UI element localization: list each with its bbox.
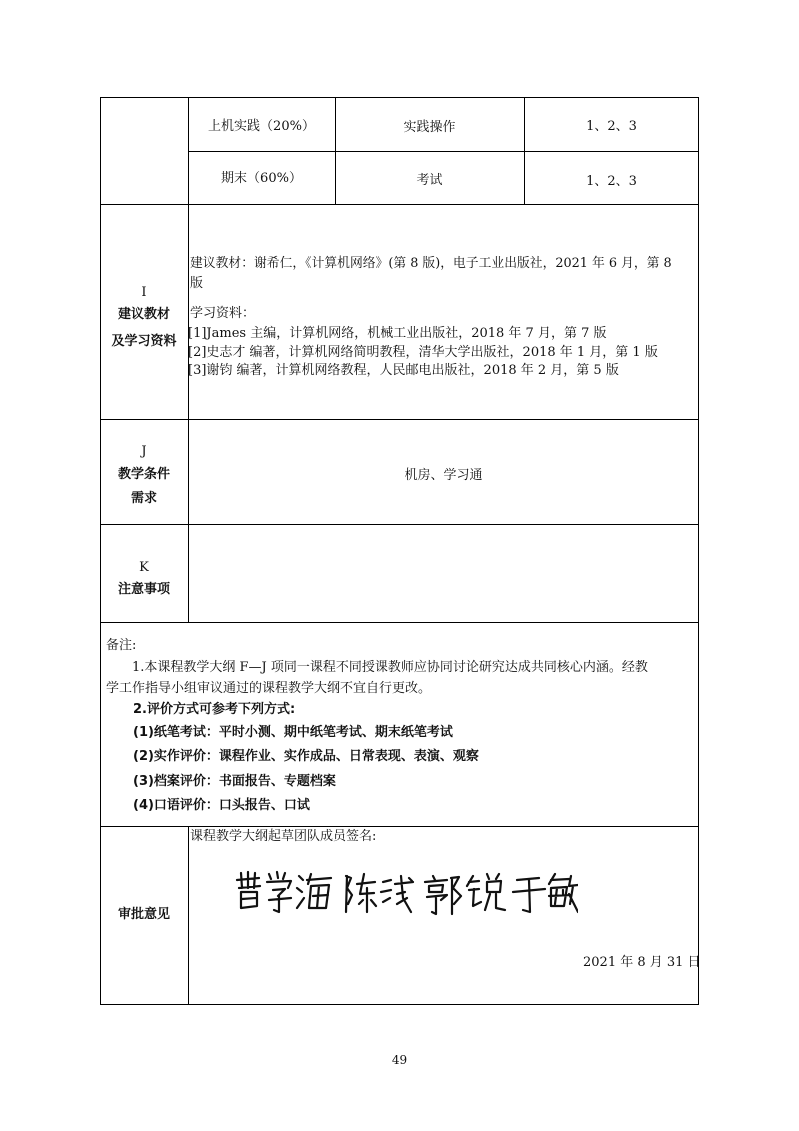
approval-label: 审批意见	[117, 907, 170, 922]
assessment-objectives-1: 1、2、3	[586, 119, 637, 134]
approval-date: 2021 年 8 月 31 日	[583, 955, 701, 970]
row-divider	[188, 151, 699, 152]
material-item: [1]James 主编，计算机网络，机械工业出版社，2018 年 7 月，第 7 版	[188, 326, 607, 341]
notes-line-3: 2.评价方式可参考下列方式:	[133, 702, 296, 717]
notes-heading: 备注:	[106, 638, 137, 653]
section-j-content: 机房、学习通	[404, 468, 483, 483]
notes-line-4: (1)纸笔考试：平时小测、期中纸笔考试、期末纸笔考试	[133, 725, 453, 740]
material-item: [2]史志才 编著，计算机网络简明教程，清华大学出版社，2018 年 1 月，第 1 版	[188, 345, 658, 360]
section-j-title-line2: 需求	[130, 491, 157, 506]
section-i-title-line2: 及学习资料	[111, 334, 177, 349]
row-divider	[100, 524, 699, 525]
notes-line-5: (2)实作评价：课程作业、实作成品、日常表现、表演、观察	[133, 749, 479, 764]
page-number: 49	[391, 1053, 408, 1067]
materials-heading: 学习资料：	[190, 306, 256, 321]
section-k-letter: K	[139, 560, 149, 575]
notes-line-2: 学工作指导小组审议通过的课程教学大纲不宜自行更改。	[106, 681, 432, 696]
section-j-letter: J	[141, 444, 147, 459]
handwritten-signature	[233, 868, 578, 920]
row-divider	[100, 622, 699, 623]
notes-line-6: (3)档案评价：书面报告、专题档案	[133, 774, 336, 789]
section-k-title: 注意事项	[117, 582, 170, 597]
section-j-title-line1: 教学条件	[117, 467, 170, 482]
textbook-line-1: 建议教材：谢希仁，《计算机网络》(第 8 版)，电子工业出版社，2021 年 6 月，第 8	[190, 256, 672, 271]
row-divider	[100, 419, 699, 420]
notes-line-1: 1.本课程教学大纲 F—J 项同一课程不同授课教师应协同讨论研究达成共同核心内涵。经教	[132, 660, 648, 675]
notes-line-7: (4)口语评价：口头报告、口试	[133, 798, 310, 813]
assessment-objectives-2: 1、2、3	[586, 174, 637, 189]
row-divider	[100, 204, 699, 205]
section-i-title-line1: 建议教材	[117, 307, 170, 322]
assessment-method-1: 实践操作	[403, 120, 456, 135]
textbook-line-2: 版	[190, 276, 204, 291]
signers-label: 课程教学大纲起草团队成员签名:	[190, 829, 377, 844]
assessment-method-2: 考试	[416, 173, 443, 188]
col-divider	[188, 826, 189, 1005]
section-i-letter: I	[141, 285, 147, 300]
assessment-item-2: 期末（60%）	[221, 171, 302, 186]
signature-text	[0, 0, 1, 1]
material-item: [3]谢钧 编著，计算机网络教程，人民邮电出版社，2018 年 2 月，第 5 版	[188, 363, 619, 378]
row-divider	[100, 826, 699, 827]
assessment-item-1: 上机实践（20%）	[208, 119, 315, 134]
